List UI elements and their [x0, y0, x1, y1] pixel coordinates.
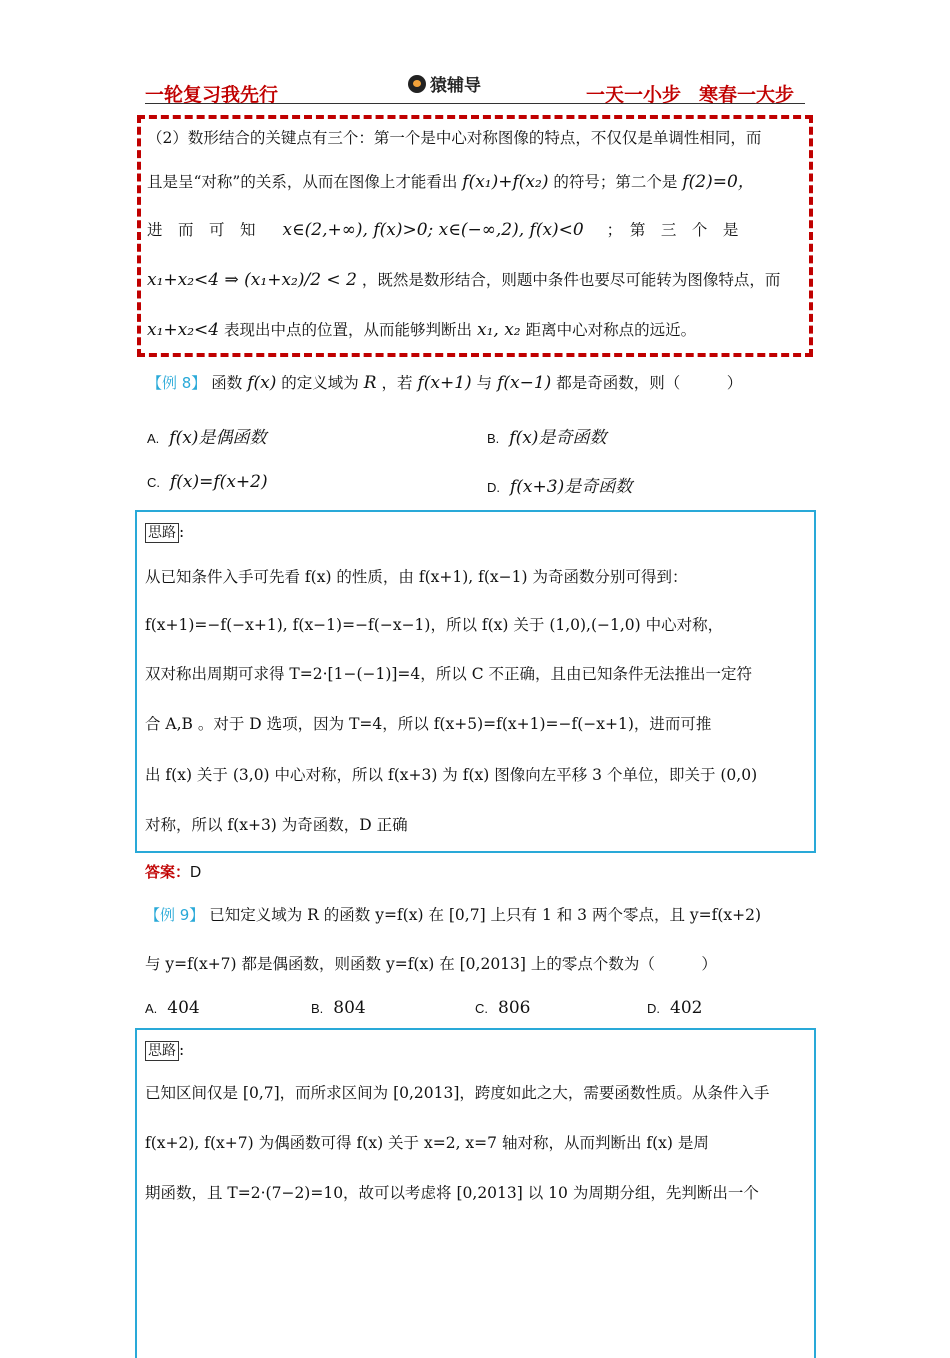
option-text: f(x+3)是奇函数 [510, 477, 633, 497]
option-d[interactable] [487, 472, 632, 497]
example-9-question-line-2: 与 y=f(x+7) 都是偶函数，则函数 y=f(x) 在 [0,2013] 上的零点个数为（ ） [145, 955, 717, 973]
math-expr: f(2)=0， [682, 172, 755, 192]
question-text: 都是奇函数，则（ ） [556, 374, 743, 392]
option-letter: B. [311, 1001, 324, 1016]
solution-8-line-4: 合 A,B 。对于 D 选项，因为 T=4，所以 f(x+5)=f(x+1)=−f(−x+1)，进而可推 [145, 715, 712, 733]
header-left-slogan: 一轮复习我先行 [145, 84, 279, 106]
option-b[interactable] [487, 423, 606, 448]
question-text: 函数 [211, 374, 243, 392]
solution-8-line-1: 从已知条件入手可先看 f(x) 的性质，由 f(x+1), f(x−1) 为奇函数分别可得到： [145, 568, 688, 586]
option-letter: C. [147, 475, 160, 490]
idea-tag-label: 思路 [145, 1041, 179, 1061]
option-text: 804 [333, 998, 366, 1018]
option-c[interactable] [147, 472, 268, 492]
note-text: 表现出中点的位置，从而能够判断出 [224, 321, 473, 339]
example-9-label: 【例 9】 [145, 906, 205, 924]
brand-name: 猿辅导 [430, 76, 481, 96]
header-right-slogan-2: 寒春一大步 [699, 84, 795, 106]
idea-tag-8: 思路 : [145, 522, 184, 543]
solution-9-line-1: 已知区间仅是 [0,7]，而所求区间为 [0,2013]，跨度如此之大，需要函数性质。从条件入手 [145, 1084, 770, 1102]
option-text: 404 [167, 998, 200, 1018]
option-text: 806 [498, 998, 531, 1018]
math-expr: x₁+x₂<4 ⇒ (x₁+x₂)/2 < 2 [147, 270, 357, 290]
option-letter: A. [145, 1001, 158, 1016]
option-b[interactable] [311, 998, 366, 1018]
note-text: 且是呈“对称”的关系，从而在图像上才能看出 [147, 173, 458, 191]
example-9-question-line-1 [145, 905, 761, 925]
math-expr: f(x) [247, 373, 277, 393]
question-text: ，若 [381, 374, 413, 392]
note-text: 进 而 可 知 [147, 221, 256, 239]
idea-tag-label: 思路 [145, 523, 179, 543]
solution-9-line-3: 期函数，且 T=2·(7−2)=10，故可以考虑将 [0,2013] 以 10 为周期分组，先判断出一个 [145, 1184, 759, 1202]
option-letter: C. [475, 1001, 488, 1016]
option-letter: B. [487, 431, 500, 446]
option-text: f(x)是奇函数 [509, 428, 607, 448]
note-text: 距离中心对称点的远近。 [525, 321, 697, 339]
brand-logo [408, 71, 481, 96]
math-expr: f(x₁)+f(x₂) [462, 172, 549, 192]
answer-8 [145, 862, 201, 883]
note-line-1: （2）数形结合的关键点有三个：第一个是中心对称图像的特点，不仅仅是单调性相同，而 [147, 129, 762, 147]
solution-8-line-6: 对称，所以 f(x+3) 为奇函数，D 正确 [145, 816, 408, 834]
option-text: f(x)=f(x+2) [170, 472, 268, 492]
question-text: 的定义域为 [281, 374, 359, 392]
note-line-5 [147, 320, 696, 340]
example-8-label: 【例 8】 [147, 374, 207, 392]
option-text: f(x)是偶函数 [169, 428, 267, 448]
solution-8-line-2: f(x+1)=−f(−x+1), f(x−1)=−f(−x−1)，所以 f(x) 关于 (1,0),(−1,0) 中心对称， [145, 616, 724, 634]
math-expr: x∈(2,+∞), f(x)>0; x∈(−∞,2), f(x)<0 [282, 220, 584, 240]
header-right-slogan-1: 一天一小步 [586, 84, 682, 106]
idea-tag-9: 思路 : [145, 1040, 184, 1061]
header-divider [145, 103, 805, 104]
option-text: 402 [670, 998, 703, 1018]
math-expr: f(x−1) [497, 373, 552, 393]
note-text: ，既然是数形结合，则题中条件也要尽可能转为图像特点，而 [361, 271, 781, 289]
option-letter: A. [147, 431, 160, 446]
solution-8-line-3: 双对称出周期可求得 T=2·[1−(−1)]=4，所以 C 不正确，且由已知条件无法推出一定符 [145, 665, 752, 683]
option-a[interactable] [147, 423, 266, 448]
solution-8-line-5: 出 f(x) 关于 (3,0) 中心对称，所以 f(x+3) 为 f(x) 图像向左平移 3 个单位，即关于 (0,0) [145, 766, 758, 784]
math-expr: x₁, x₂ [477, 320, 521, 340]
note-text: 的符号；第二个是 [553, 173, 678, 191]
brand-logo-icon [408, 75, 426, 93]
option-c[interactable] [475, 998, 530, 1018]
option-a[interactable] [145, 998, 200, 1018]
answer-value: D [190, 864, 202, 881]
note-line-4 [147, 270, 780, 290]
option-letter: D. [647, 1001, 660, 1016]
math-expr: f(x+1) [417, 373, 472, 393]
question-text: 已知定义域为 R 的函数 y=f(x) 在 [0,7] 上只有 1 和 3 两个零点，且 y=f(x+2) [209, 906, 762, 924]
question-text: 与 [476, 374, 493, 392]
math-expr: R [363, 373, 377, 393]
note-line-3 [147, 220, 738, 240]
answer-label: 答案： [145, 863, 191, 881]
note-text: ； 第 三 个 是 [606, 221, 739, 239]
math-expr: x₁+x₂<4 [147, 320, 220, 340]
option-letter: D. [487, 480, 500, 495]
example-8-question [147, 373, 742, 393]
note-line-2 [147, 172, 755, 192]
option-d[interactable] [647, 998, 702, 1018]
solution-9-line-2: f(x+2), f(x+7) 为偶函数可得 f(x) 关于 x=2, x=7 轴对称，从而判断出 f(x) 是周 [145, 1134, 709, 1152]
